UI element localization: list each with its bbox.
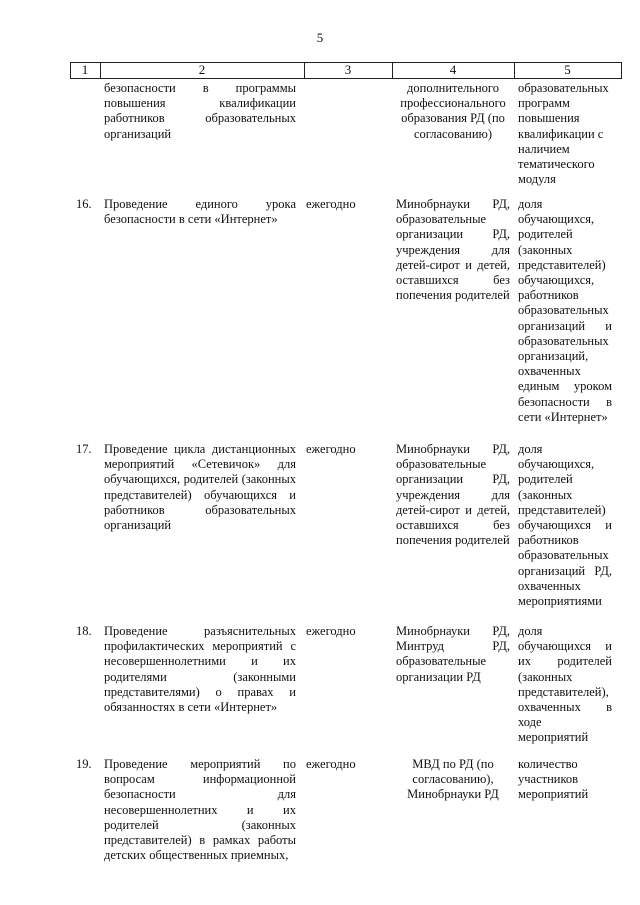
row-executor: Минобрнауки РД, образовательные организации РД, учреждения для детей-сирот и детей, оставшихся без попечения родителей <box>396 197 510 303</box>
row-executor: Минобрнауки РД, Минтруд РД, образовательные организации РД <box>396 624 510 684</box>
row-number: 18. <box>76 624 92 638</box>
header-col-3: 3 <box>344 62 352 77</box>
row-number: 16. <box>76 197 92 211</box>
row-number: 17. <box>76 442 92 456</box>
table-header-bottom-border <box>70 78 622 79</box>
row-indicator: доля обучающихся, родителей (законных представителей) обучающихся, работников образовательных организаций и образовательных организаций, охваченных единым уроком безопасности в сети «Интернет» <box>518 197 612 424</box>
row-number: 19. <box>76 757 92 771</box>
row-executor: МВД по РД (по согласованию), Минобрнауки РД <box>407 757 499 802</box>
row-measure: безопасности в программы повышения квалификации работников образовательных организаций <box>104 81 296 141</box>
page-number: 5 <box>316 30 324 45</box>
row-executor: Минобрнауки РД, образовательные организации РД, учреждения для детей-сирот и детей, оставшихся без попечения родителей <box>396 442 510 548</box>
row-term: ежегодно <box>306 757 356 771</box>
row-indicator: доля обучающихся и их родителей (законных представителей), охваченных в ходе мероприятий <box>518 624 612 745</box>
row-measure: Проведение цикла дистанционных мероприятий «Сетевичок» для обучающихся, родителей (законных представителей) обучающихся и работников образовательных организаций <box>104 442 296 533</box>
row-term: ежегодно <box>306 442 356 456</box>
row-term: ежегодно <box>306 624 356 638</box>
row-indicator: доля обучающихся, родителей (законных представителей) обучающихся и работников образовательных организаций РД, охваченных мероприятиями <box>518 442 612 609</box>
header-col-1: 1 <box>81 62 89 77</box>
header-col-5: 5 <box>564 62 571 77</box>
row-executor: дополнительного профессионального образования РД (по согласованию) <box>400 81 506 141</box>
row-measure: Проведение разъяснительных профилактических мероприятий с несовершеннолетними и их родителями (законными представителями) о правах и обязанностях в сети «Интернет» <box>104 624 296 715</box>
header-col-4: 4 <box>449 62 457 77</box>
row-term: ежегодно <box>306 197 356 211</box>
table-header <box>70 62 622 78</box>
row-measure: Проведение единого урока безопасности в сети «Интернет» <box>104 197 296 227</box>
header-col-2: 2 <box>198 62 206 77</box>
row-indicator: образовательных программ повышения квалификации с наличием тематического модуля <box>518 81 609 187</box>
row-measure: Проведение мероприятий по вопросам информационной безопасности для несовершеннолетних и их родителей (законных представителей) в рамках работы детских общественных приемных, <box>104 757 296 863</box>
row-indicator: количество участников мероприятий <box>518 757 589 802</box>
